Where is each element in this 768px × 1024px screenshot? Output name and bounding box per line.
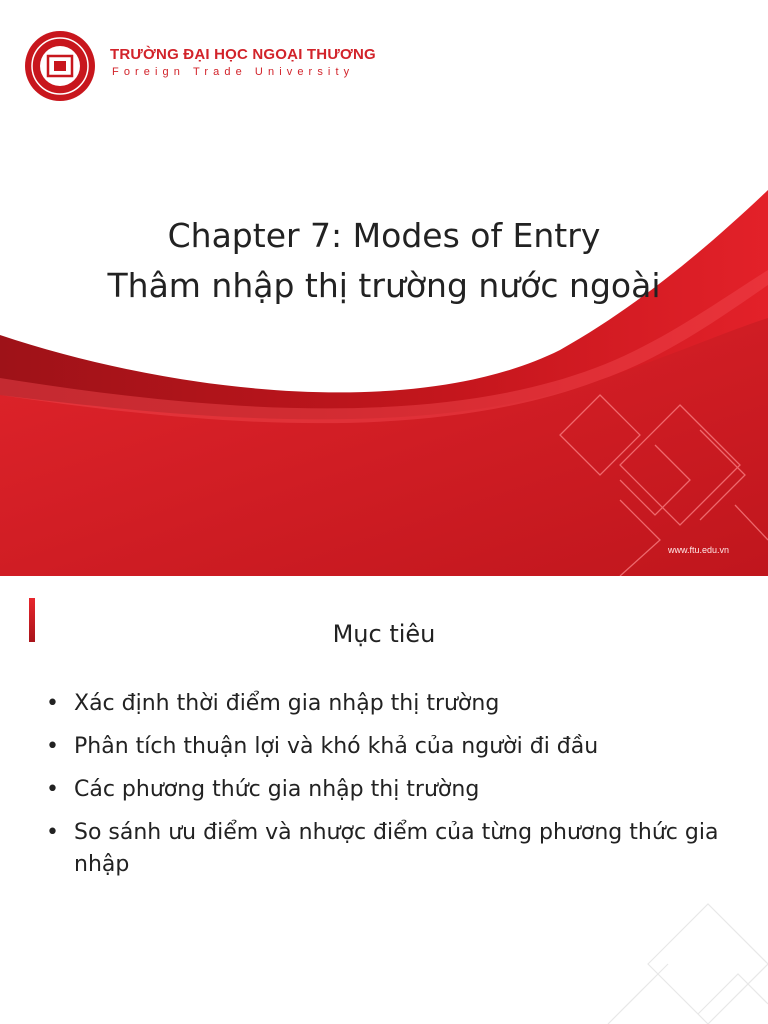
bullet-icon: • [46,777,59,802]
list-item-text: So sánh ưu điểm và nhược điểm của từng phương thức gia nhập [74,820,719,877]
bullet-icon: • [46,734,59,759]
bullet-icon: • [46,820,59,845]
website-url: www.ftu.edu.vn [668,545,730,555]
objectives-slide [0,576,768,1024]
university-logo [24,30,96,102]
decorative-corner-shapes [588,844,768,1024]
objectives-heading: Mục tiêu [332,620,436,648]
bullet-icon: • [46,691,59,716]
university-name-english: Foreign Trade University [112,66,355,78]
list-item [40,688,720,720]
university-name-vietnamese: TRƯỜNG ĐẠI HỌC NGOẠI THƯƠNG [110,46,376,63]
list-item [40,774,720,806]
list-item-text: Các phương thức gia nhập thị trường [74,777,480,802]
slide-subtitle: Thâm nhập thị trường nước ngoài [107,266,661,305]
slide-title: Chapter 7: Modes of Entry [167,216,601,255]
list-item [40,731,720,763]
list-item-text: Xác định thời điểm gia nhập thị trường [74,691,500,716]
list-item-text: Phân tích thuận lợi và khó khả của người đi đầu [74,734,599,759]
